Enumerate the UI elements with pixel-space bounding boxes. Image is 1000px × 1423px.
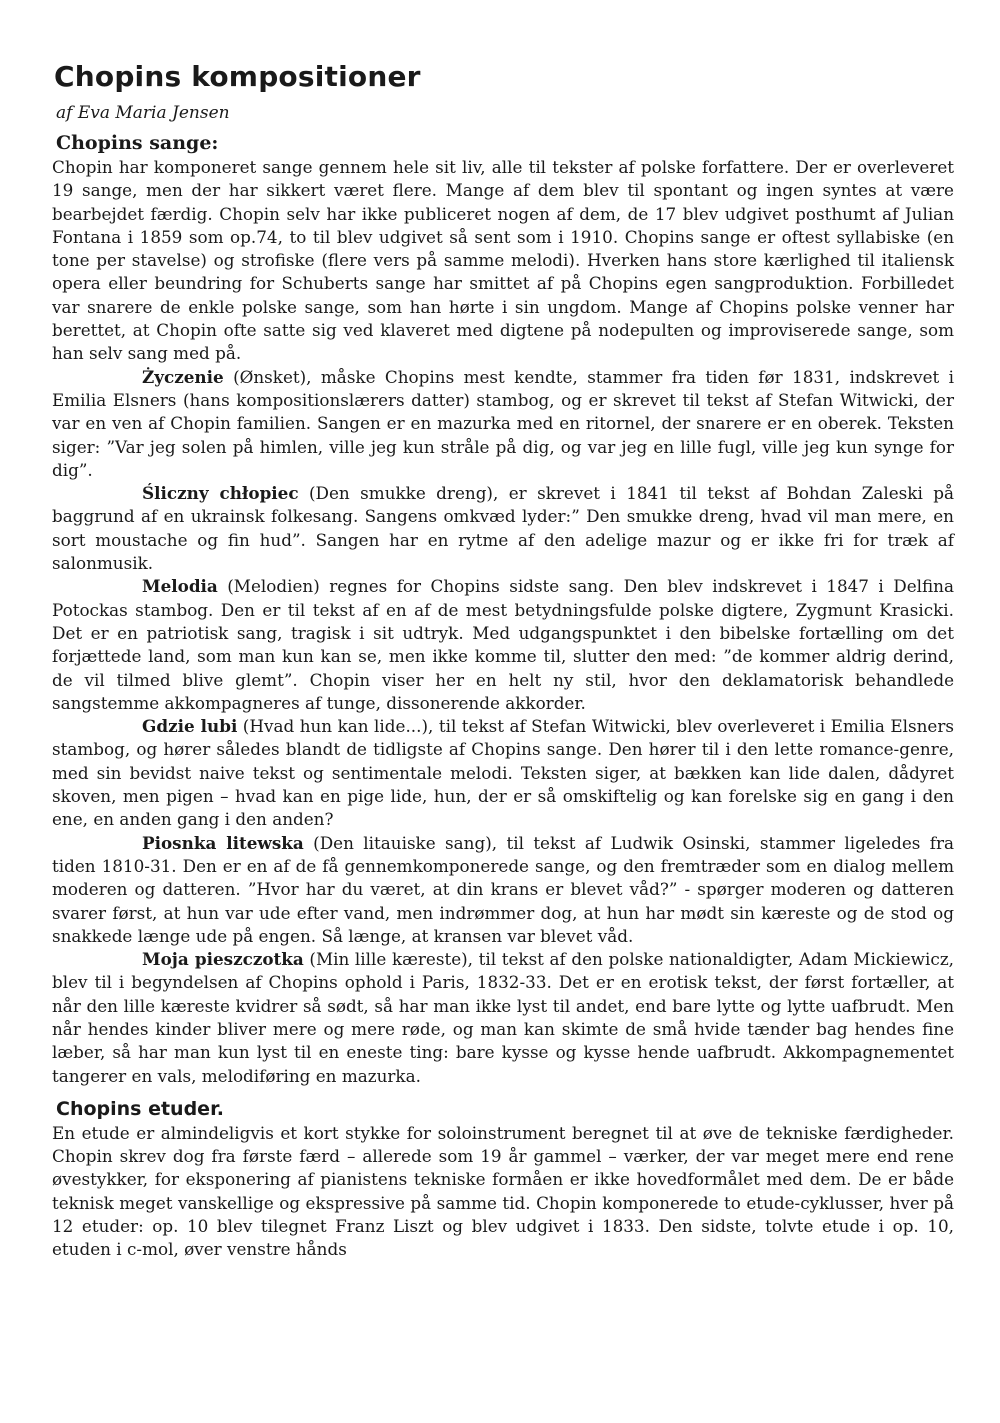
- songs-intro-paragraph: Chopin har komponeret sange gennem hele sit liv, alle til tekster af polske forfattere. Der er overleveret 19 sange, men der har sikkert været flere. Mange af dem blev til spontant og ingen syntes at være bearbejdet færdig. Chopin selv har ikke publiceret nogen af dem, de 17 blev udgivet posthumt af Julian Fontana i 1859 som op.74, to til blev udgivet så sent som i 1910. Chopins sange er oftest syllabiske (en tone per stavelse) og strofiske (flere vers på samme melodi). Hverken hans store kærlighed til italiensk opera eller beundring for Schuberts sange har smittet af på Chopins egen sangproduktion. Forbilledet var snarere de enkle polske sange, som han hørte i sin ungdom. Mange af Chopins polske venner har berettet, at Chopin ofte satte sig ved klaveret med digtene på nodepulten og improviserede sange, som han selv sang med på.: [52, 157, 954, 364]
- song-description: (Hvad hun kan lide...), til tekst af Stefan Witwicki, blev overleveret i Emilia Elsners stambog, og hører således blandt de tidligste af Chopins sange. Den hører til i den lette romance-genre, med sin bevidst naive tekst og sentimentale melodi. Teksten siger, at bækken kan lide dalen, dådyret skoven, men pigen – hvad kan en pige lide, hun, der er så omskiftelig og kan forelske sig en gang i den ene, en anden gang i den anden?: [52, 716, 954, 830]
- author-line: af Eva Maria Jensen: [56, 103, 230, 123]
- song-description: (Melodien) regnes for Chopins sidste sang. Den blev indskrevet i 1847 i Delfina Potockas stambog. Den er til tekst af en af de mest betydningsfulde polske digtere, Zygmunt Krasicki. Det er en patriotisk sang, tragisk i sit udtryk. Med udgangspunktet i den bibelske fortælling om det forjættede land, som man kun kan se, men ikke komme til, slutter den med: ”de kommer aldrig derind, de vil tilmed blive glemt”. Chopin viser her en helt ny stil, hvor den deklamatorisk behandlede sangstemme akkompagneres af tunge, dissonerende akkorder.: [52, 576, 954, 713]
- songs-heading: Chopins sange:: [56, 132, 219, 154]
- song-paragraph: [52, 948, 954, 1088]
- song-description: (Min lille kæreste), til tekst af den polske nationaldigter, Adam Mickiewicz, blev til i begyndelsen af Chopins ophold i Paris, 1832-33. Det er en erotisk tekst, der først fortæller, at når den lille kæreste kvidrer så sødt, så har man ikke lyst til andet, end bare lytte og lytte uafbrudt. Men når hendes kinder bliver mere og mere røde, og man kan skimte de små hvide tænder bag hendes fine læber, så har man kun lyst til en eneste ting: bare kysse og kysse hende uafbrudt. Akkompagnementet tangerer en vals, melodiføring en mazurka.: [52, 949, 954, 1086]
- song-paragraph: [52, 832, 954, 948]
- song-description: (Den smukke dreng), er skrevet i 1841 til tekst af Bohdan Zaleski på baggrund af en ukrainsk folkesang. Sangens omkvæd lyder:” Den smukke dreng, hvad vil man mere, en sort moustache og fin hud”. Sangen har en rytme af den adelige mazur og er ikke fri for træk af salonmusik.: [52, 483, 955, 574]
- song-title: Życzenie: [142, 366, 224, 387]
- song-title: Śliczny chłopiec: [142, 483, 299, 504]
- song-title: Moja pieszczotka: [142, 949, 304, 970]
- song-paragraph: [52, 575, 954, 715]
- document-title: Chopins kompositioner: [54, 60, 421, 93]
- etudes-paragraph: En etude er almindeligvis et kort stykke for soloinstrument beregnet til at øve de tekniske færdigheder. Chopin skrev dog fra første færd – allerede som 19 år gammel – værker, der var meget mere end rene øvestykker, for eksponering af pianistens tekniske formåen er ikke hovedformålet med dem. De er både teknisk meget vanskellige og ekspressive på samme tid. Chopin komponerede to etude-cyklusser, hver på 12 etuder: op. 10 blev tilegnet Franz Liszt og blev udgivet i 1833. Den sidste, tolvte etude i op. 10, etuden i c-mol, øver venstre hånds: [52, 1122, 954, 1260]
- song-title: Gdzie lubi: [142, 716, 238, 737]
- etudes-heading: Chopins etuder.: [56, 1097, 224, 1120]
- song-paragraph: [52, 715, 954, 831]
- song-paragraph: [52, 482, 954, 575]
- song-title: Piosnka litewska: [142, 832, 304, 853]
- song-title: Melodia: [142, 576, 218, 597]
- song-description: (Den litauiske sang), til tekst af Ludwik Osinski, stammer ligeledes fra tiden 1810-31. Den er en af de få gennemkomponerede sange, og den fremtræder som en dialog mellem moderen og datteren. ”Hvor har du været, at din krans er blevet våd?” - spørger moderen og datteren svarer først, at hun var ude efter vand, men indrømmer dog, at hun har mødt sin kæreste og de stod og snakkede længe ude på engen. Så længe, at kransen var blevet våd.: [52, 832, 954, 946]
- song-paragraph: [52, 366, 954, 482]
- song-description: (Ønsket), måske Chopins mest kendte, stammer fra tiden før 1831, indskrevet i Emilia Elsners (hans kompositionslærers datter) stambog, og er skrevet til tekst af Stefan Witwicki, der var en ven af Chopin familien. Sangen er en mazurka med en ritornel, der snarere er en oberek. Teksten siger: ”Var jeg solen på himlen, ville jeg kun stråle på dig, og var jeg en lille fugl, ville jeg kun synge for dig”.: [52, 366, 954, 480]
